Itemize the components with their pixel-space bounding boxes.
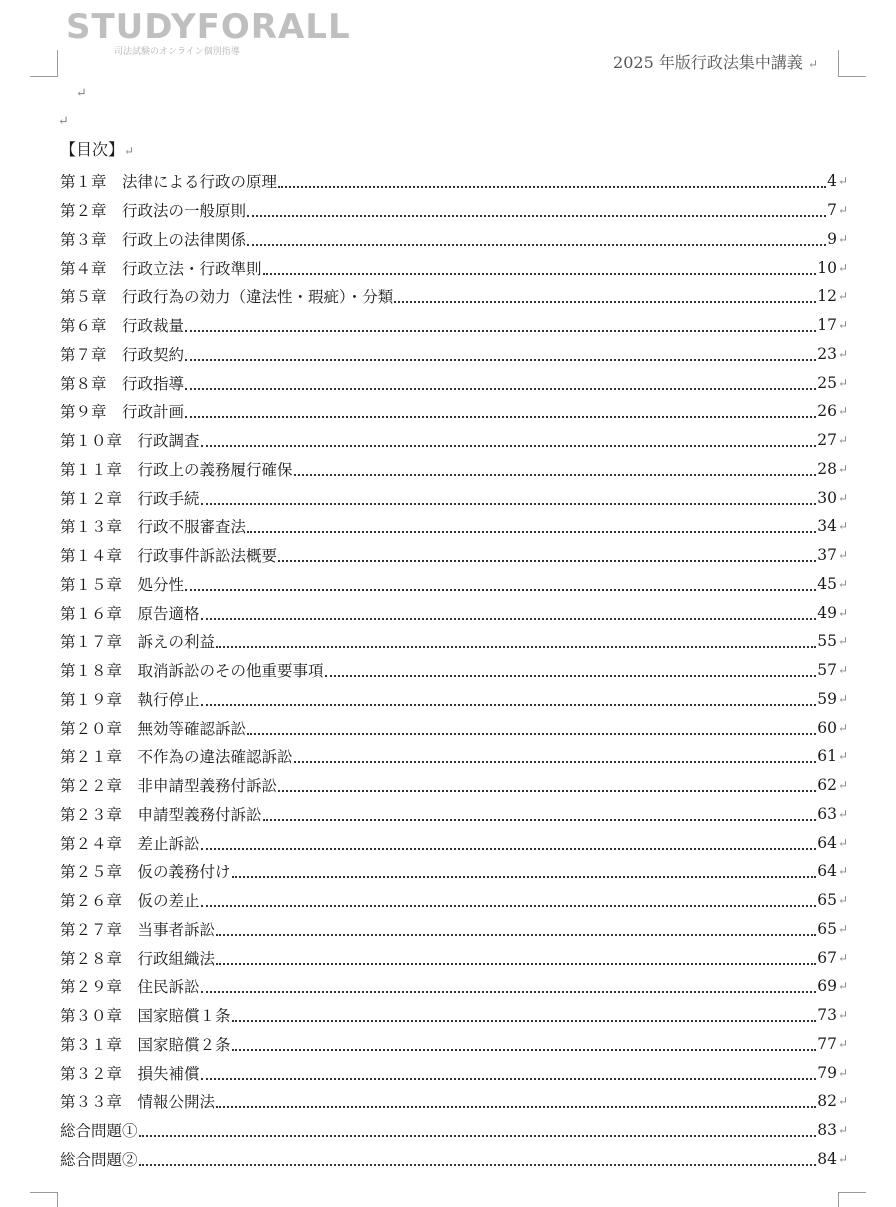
toc-entry-page: 25 <box>817 373 837 392</box>
toc-entry[interactable] <box>60 397 850 426</box>
toc-dot-leader <box>185 330 816 332</box>
toc-entry-page: 64 <box>817 862 837 881</box>
toc-entry-page: 59 <box>817 689 837 708</box>
toc-entry-page: 73 <box>817 1006 837 1025</box>
toc-entry[interactable] <box>60 512 850 541</box>
toc-entry-label: 第３３章 情報公開法 <box>60 1093 216 1112</box>
paragraph-return-mark: ↵ <box>838 548 849 563</box>
toc-entry-label: 総合問題② <box>60 1150 138 1169</box>
toc-entry[interactable] <box>60 1145 850 1174</box>
toc-dot-leader <box>201 991 817 993</box>
toc-entry[interactable] <box>60 225 850 254</box>
paragraph-return-mark: ↵ <box>838 576 849 591</box>
toc-entry-page: 34 <box>817 517 837 536</box>
toc-entry-label: 第５章 行政行為の効力（違法性・瑕疵）・分類 <box>60 288 394 307</box>
toc-dot-leader <box>201 503 817 505</box>
toc-dot-leader <box>247 215 826 217</box>
toc-entry-label: 総合問題① <box>60 1122 138 1141</box>
paragraph-return-mark: ↵ <box>838 375 849 390</box>
toc-entry-page: 49 <box>817 603 837 622</box>
toc-entry[interactable] <box>60 656 850 685</box>
toc-entry[interactable] <box>60 426 850 455</box>
paragraph-return-mark: ↵ <box>838 634 849 649</box>
toc-entry[interactable] <box>60 915 850 944</box>
toc-dot-leader <box>247 531 816 533</box>
toc-entry[interactable] <box>60 340 850 369</box>
paragraph-return-mark: ↵ <box>838 490 849 505</box>
toc-entry-page: 84 <box>817 1149 837 1168</box>
toc-entry-label: 第４章 行政立法・行政準則 <box>60 259 262 278</box>
header-title-text: 2025 年版行政法集中講義 <box>613 53 803 72</box>
toc-entry-page: 79 <box>817 1063 837 1082</box>
toc-dot-leader <box>139 1164 817 1166</box>
toc-entry-label: 第２５章 仮の義務付け <box>60 863 231 882</box>
toc-entry[interactable] <box>60 311 850 340</box>
toc-dot-leader <box>232 1049 817 1051</box>
toc-entry[interactable] <box>60 1116 850 1145</box>
toc-dot-leader <box>394 301 816 303</box>
toc-entry[interactable] <box>60 368 850 397</box>
logo-subtitle: 司法試験のオンライン個別指導 <box>114 47 240 57</box>
paragraph-return-mark: ↵ <box>838 231 849 246</box>
toc-dot-leader <box>201 704 817 706</box>
header-title <box>613 50 818 73</box>
toc-dot-leader <box>232 1020 817 1022</box>
crop-mark-bottom-right-v <box>838 1192 839 1207</box>
toc-dot-leader <box>216 1106 816 1108</box>
toc-entry[interactable] <box>60 541 850 570</box>
toc-entry-page: 62 <box>817 776 837 795</box>
toc-entry-page: 65 <box>817 919 837 938</box>
paragraph-return-mark: ↵ <box>838 461 849 476</box>
toc-entry-label: 第２７章 当事者訴訟 <box>60 920 216 939</box>
logo <box>66 7 351 64</box>
toc-dot-leader <box>201 1078 817 1080</box>
paragraph-return-mark: ↵ <box>838 806 849 821</box>
toc-entry-label: 第１０章 行政調査 <box>60 432 200 451</box>
toc-dot-leader <box>201 445 817 447</box>
crop-mark-bottom-left-h <box>30 1192 58 1193</box>
paragraph-return-mark: ↵ <box>838 260 849 275</box>
paragraph-return-mark: ↵ <box>838 605 849 620</box>
toc-dot-leader <box>278 560 816 562</box>
toc-entry[interactable] <box>60 282 850 311</box>
toc-dot-leader <box>247 244 826 246</box>
toc-entry-label: 第２章 行政法の一般原則 <box>60 202 247 221</box>
paragraph-return-mark: ↵ <box>838 893 849 908</box>
toc-entry-label: 第２２章 非申請型義務付訴訟 <box>60 777 278 796</box>
paragraph-return-mark: ↵ <box>838 1123 849 1138</box>
toc-dot-leader <box>294 474 817 476</box>
toc-entry-page: 45 <box>817 574 837 593</box>
paragraph-return-mark: ↵ <box>838 778 849 793</box>
toc-dot-leader <box>263 819 817 821</box>
toc-dot-leader <box>278 790 816 792</box>
paragraph-return-mark: ↵ <box>838 289 849 304</box>
paragraph-return-mark: ↵ <box>838 979 849 994</box>
paragraph-return-mark: ↵ <box>838 1094 849 1109</box>
paragraph-return-mark: ↵ <box>838 835 849 850</box>
paragraph-return-mark: ↵ <box>124 144 135 158</box>
toc-entry-page: 23 <box>817 344 837 363</box>
toc-entry[interactable] <box>60 1058 850 1087</box>
toc-entry-label: 第２１章 不作為の違法確認訴訟 <box>60 748 293 767</box>
toc-dot-leader <box>263 273 817 275</box>
toc-entry-page: 60 <box>817 718 837 737</box>
toc-entry[interactable] <box>60 886 850 915</box>
toc-entry[interactable] <box>60 1087 850 1116</box>
toc-entry-label: 第９章 行政計画 <box>60 403 185 422</box>
toc-entry[interactable] <box>60 570 850 599</box>
toc-dot-leader <box>278 186 826 188</box>
toc-entry[interactable] <box>60 598 850 627</box>
paragraph-return-mark: ↵ <box>838 318 849 333</box>
toc-dot-leader <box>185 589 816 591</box>
toc-entry-label: 第２３章 申請型義務付訴訟 <box>60 805 262 824</box>
toc-entry[interactable] <box>60 972 850 1001</box>
crop-mark-bottom-right-h <box>838 1192 866 1193</box>
toc-entry-page: 83 <box>817 1121 837 1140</box>
toc-entry[interactable] <box>60 685 850 714</box>
toc-entry-label: 第７章 行政契約 <box>60 345 185 364</box>
toc-entry-page: 9 <box>827 229 837 248</box>
toc-entry-label: 第１５章 処分性 <box>60 575 185 594</box>
paragraph-return-mark: ↵ <box>838 950 849 965</box>
toc-dot-leader <box>216 646 816 648</box>
toc-entry-label: 第１４章 行政事件訴訟法概要 <box>60 547 278 566</box>
toc-entry-label: 第２６章 仮の差止 <box>60 892 200 911</box>
toc-entry[interactable] <box>60 713 850 742</box>
toc-entry-label: 第１７章 訴えの利益 <box>60 633 216 652</box>
toc-entry-page: 10 <box>817 258 837 277</box>
empty-paragraph-mark: ↵ <box>76 86 87 101</box>
crop-mark-top-right-v <box>838 50 839 77</box>
toc-entry-label: 第２４章 差止訴訟 <box>60 834 200 853</box>
toc-entry[interactable] <box>60 483 850 512</box>
toc-dot-leader <box>185 359 816 361</box>
paragraph-return-mark: ↵ <box>838 921 849 936</box>
toc-entry-label: 第２９章 住民訴訟 <box>60 978 200 997</box>
toc-dot-leader <box>185 388 816 390</box>
paragraph-return-mark: ↵ <box>838 519 849 534</box>
toc-entry-label: 第３１章 国家賠償２条 <box>60 1035 231 1054</box>
toc-entry-label: 第１８章 取消訴訟のその他重要事項 <box>60 662 324 681</box>
toc-entry[interactable] <box>60 196 850 225</box>
toc-entry[interactable] <box>60 1030 850 1059</box>
toc-entry[interactable] <box>60 1001 850 1030</box>
toc-entry-label: 第３章 行政上の法律関係 <box>60 230 247 249</box>
toc-entry-page: 69 <box>817 977 837 996</box>
paragraph-return-mark: ↵ <box>838 1008 849 1023</box>
paragraph-return-mark: ↵ <box>838 1065 849 1080</box>
toc-entry-page: 12 <box>817 287 837 306</box>
paragraph-return-mark: ↵ <box>838 404 849 419</box>
paragraph-return-mark: ↵ <box>838 1036 849 1051</box>
toc-heading-text: 【目次】 <box>60 140 125 159</box>
toc-entry[interactable] <box>60 627 850 656</box>
toc-dot-leader <box>247 733 816 735</box>
paragraph-return-mark: ↵ <box>838 203 849 218</box>
toc-entry-page: 61 <box>817 747 837 766</box>
paragraph-return-mark: ↵ <box>838 691 849 706</box>
crop-mark-bottom-left-v <box>57 1192 58 1207</box>
toc-entry-page: 27 <box>817 431 837 450</box>
toc-dot-leader <box>294 761 817 763</box>
toc-entry-label: 第２０章 無効等確認訴訟 <box>60 719 247 738</box>
toc-dot-leader <box>201 905 817 907</box>
toc-dot-leader <box>216 963 816 965</box>
toc-entry-label: 第１３章 行政不服審査法 <box>60 518 247 537</box>
toc-entry-label: 第６章 行政裁量 <box>60 317 185 336</box>
toc-entry-label: 第１章 法律による行政の原理 <box>60 173 278 192</box>
toc-entry-label: 第２８章 行政組織法 <box>60 949 216 968</box>
toc-entry-page: 17 <box>817 316 837 335</box>
paragraph-return-mark: ↵ <box>838 864 849 879</box>
toc-entry-page: 77 <box>817 1034 837 1053</box>
paragraph-return-mark: ↵ <box>838 174 849 189</box>
paragraph-return-mark: ↵ <box>838 720 849 735</box>
logo-main-text: STUDYFORALL <box>66 7 351 47</box>
toc-dot-leader <box>185 416 816 418</box>
toc-entry[interactable] <box>60 800 850 829</box>
toc-entry-page: 28 <box>817 459 837 478</box>
toc-entry-page: 4 <box>827 172 837 191</box>
crop-mark-top-left-v <box>57 50 58 77</box>
toc-entry-page: 55 <box>817 632 837 651</box>
crop-mark-top-left-h <box>30 76 58 77</box>
toc-entry-page: 82 <box>817 1092 837 1111</box>
paragraph-return-mark: ↵ <box>838 749 849 764</box>
toc-entry-page: 7 <box>827 201 837 220</box>
toc-entry-page: 64 <box>817 833 837 852</box>
toc-entry[interactable] <box>60 455 850 484</box>
toc-entry[interactable] <box>60 771 850 800</box>
toc-entry-label: 第３２章 損失補償 <box>60 1064 200 1083</box>
toc-entry-page: 67 <box>817 948 837 967</box>
table-of-contents <box>60 167 850 1173</box>
toc-entry-label: 第１６章 原告適格 <box>60 604 200 623</box>
toc-entry[interactable] <box>60 167 850 196</box>
toc-entry[interactable] <box>60 828 850 857</box>
toc-entry[interactable] <box>60 857 850 886</box>
toc-heading <box>60 139 134 162</box>
toc-dot-leader <box>201 848 817 850</box>
toc-dot-leader <box>216 934 816 936</box>
toc-entry[interactable] <box>60 742 850 771</box>
paragraph-return-mark: ↵ <box>838 1151 849 1166</box>
paragraph-return-mark: ↵ <box>838 433 849 448</box>
empty-paragraph-mark: ↵ <box>58 114 69 129</box>
toc-entry[interactable] <box>60 943 850 972</box>
toc-dot-leader <box>139 1135 817 1137</box>
toc-entry-label: 第１９章 執行停止 <box>60 690 200 709</box>
toc-entry-label: 第１１章 行政上の義務履行確保 <box>60 460 293 479</box>
toc-entry-page: 26 <box>817 402 837 421</box>
toc-entry-page: 63 <box>817 804 837 823</box>
toc-entry-page: 57 <box>817 661 837 680</box>
paragraph-return-mark: ↵ <box>807 57 818 71</box>
toc-entry-label: 第８章 行政指導 <box>60 374 185 393</box>
toc-dot-leader <box>232 876 817 878</box>
toc-dot-leader <box>201 618 817 620</box>
toc-entry[interactable] <box>60 253 850 282</box>
crop-mark-top-right-h <box>838 76 866 77</box>
toc-entry-page: 30 <box>817 488 837 507</box>
toc-entry-page: 65 <box>817 891 837 910</box>
toc-entry-page: 37 <box>817 546 837 565</box>
paragraph-return-mark: ↵ <box>838 346 849 361</box>
toc-entry-label: 第１２章 行政手続 <box>60 489 200 508</box>
toc-entry-label: 第３０章 国家賠償１条 <box>60 1007 231 1026</box>
paragraph-return-mark: ↵ <box>838 663 849 678</box>
toc-dot-leader <box>325 675 817 677</box>
